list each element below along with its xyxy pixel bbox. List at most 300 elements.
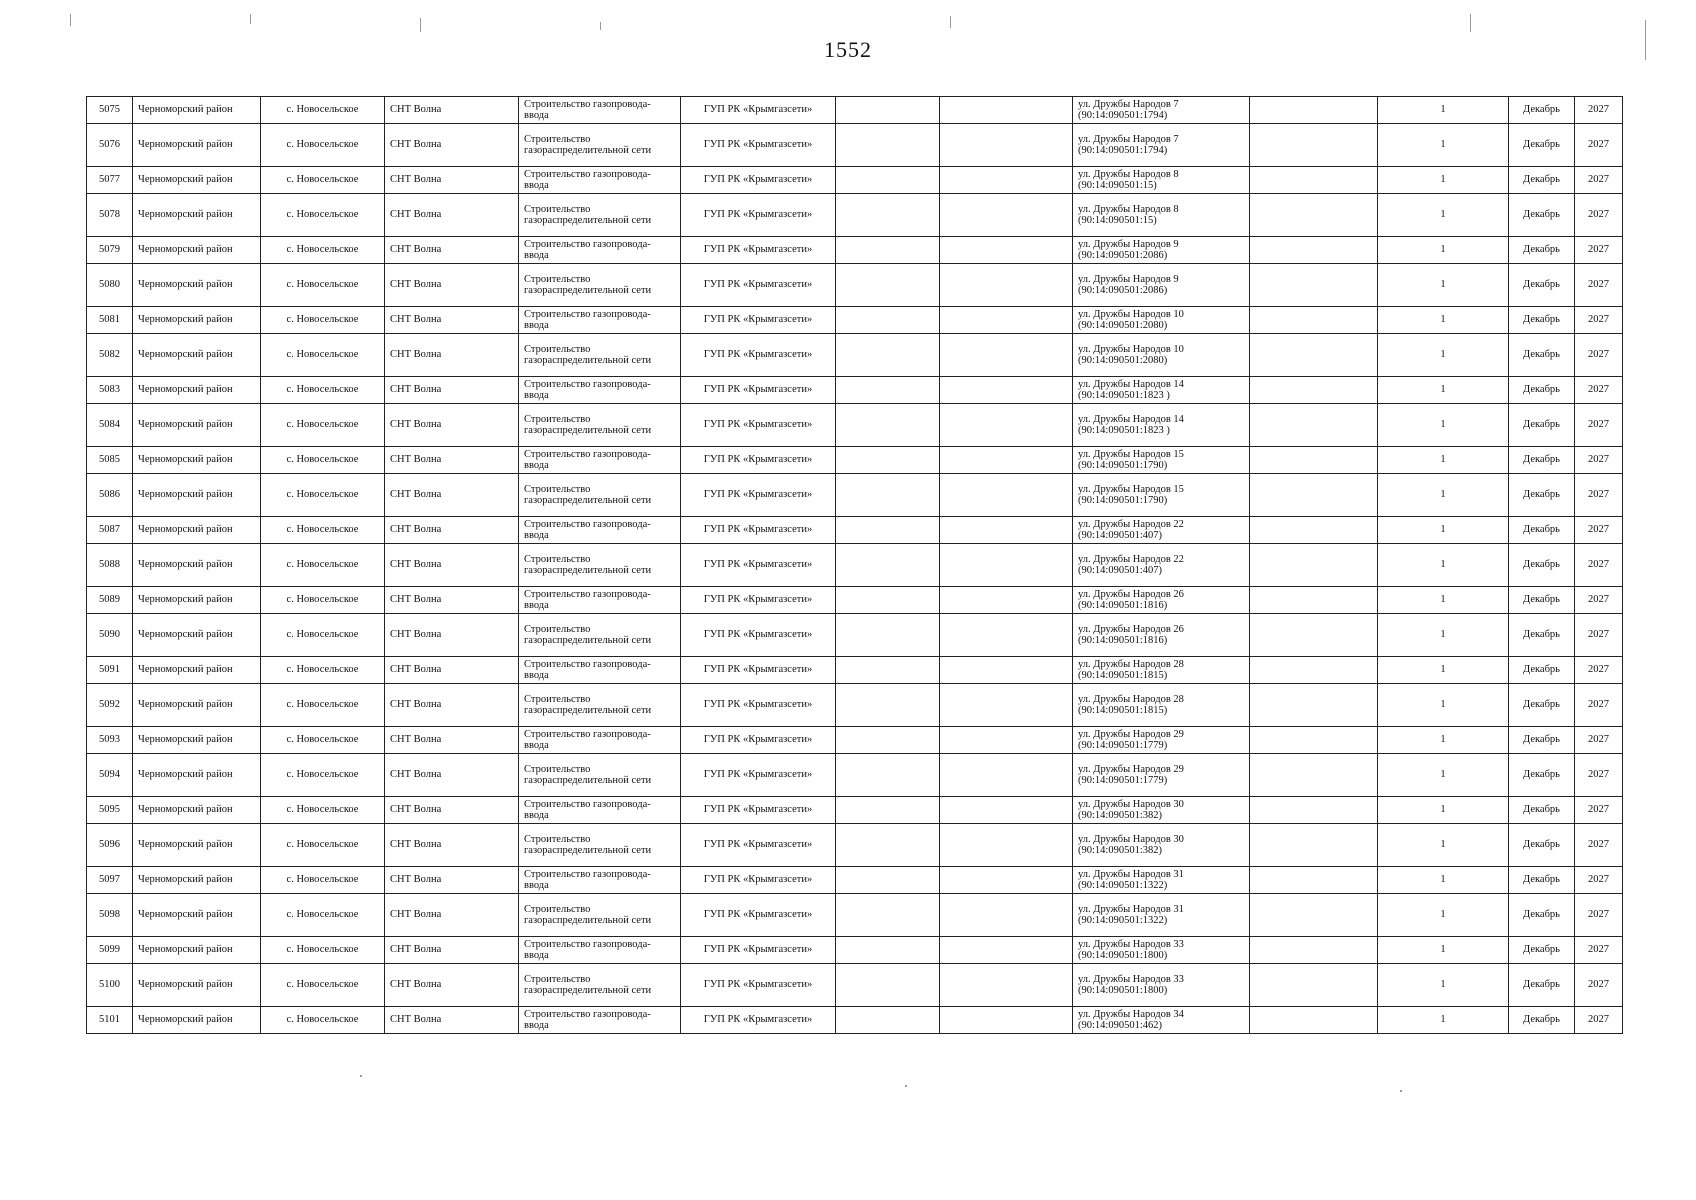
- cell-settlement: с. Новосельское: [261, 824, 385, 867]
- cell-work-type: Строительство газопровода-ввода: [519, 167, 681, 194]
- cell-organization: ГУП РК «Крымгазсети»: [681, 894, 836, 937]
- cell-empty: [836, 684, 940, 727]
- cell-number: 5084: [87, 404, 133, 447]
- cell-snt: СНТ Волна: [385, 894, 519, 937]
- cell-empty: [940, 797, 1073, 824]
- cell-empty: [940, 167, 1073, 194]
- cell-work-type: Строительство газопровода-ввода: [519, 517, 681, 544]
- cell-number: 5096: [87, 824, 133, 867]
- cell-empty: [1250, 894, 1378, 937]
- cell-district: Черноморский район: [133, 124, 261, 167]
- cell-organization: ГУП РК «Крымгазсети»: [681, 1007, 836, 1034]
- table-row: [87, 867, 1623, 894]
- cell-count: 1: [1378, 167, 1509, 194]
- cell-empty: [940, 264, 1073, 307]
- cell-organization: ГУП РК «Крымгазсети»: [681, 124, 836, 167]
- cell-empty: [940, 937, 1073, 964]
- cell-empty: [1250, 124, 1378, 167]
- cell-empty: [836, 167, 940, 194]
- cell-count: 1: [1378, 727, 1509, 754]
- cell-address: ул. Дружбы Народов 10 (90:14:090501:2080): [1073, 334, 1250, 377]
- cell-district: Черноморский район: [133, 404, 261, 447]
- cell-empty: [940, 587, 1073, 614]
- cell-number: 5086: [87, 474, 133, 517]
- cell-year: 2027: [1575, 334, 1623, 377]
- cell-year: 2027: [1575, 894, 1623, 937]
- cell-address: ул. Дружбы Народов 10 (90:14:090501:2080): [1073, 307, 1250, 334]
- cell-year: 2027: [1575, 377, 1623, 404]
- cell-month: Декабрь: [1509, 824, 1575, 867]
- cell-empty: [940, 657, 1073, 684]
- cell-year: 2027: [1575, 964, 1623, 1007]
- cell-number: 5099: [87, 937, 133, 964]
- cell-year: 2027: [1575, 474, 1623, 517]
- scan-mark: [600, 22, 601, 30]
- cell-organization: ГУП РК «Крымгазсети»: [681, 474, 836, 517]
- cell-empty: [836, 124, 940, 167]
- cell-empty: [1250, 614, 1378, 657]
- cell-work-type: Строительство газораспределительной сети: [519, 614, 681, 657]
- cell-work-type: Строительство газораспределительной сети: [519, 964, 681, 1007]
- cell-number: 5100: [87, 964, 133, 1007]
- cell-address: ул. Дружбы Народов 31 (90:14:090501:1322): [1073, 867, 1250, 894]
- cell-settlement: с. Новосельское: [261, 587, 385, 614]
- cell-number: 5101: [87, 1007, 133, 1034]
- cell-snt: СНТ Волна: [385, 377, 519, 404]
- table-row: [87, 447, 1623, 474]
- cell-count: 1: [1378, 377, 1509, 404]
- cell-number: 5090: [87, 614, 133, 657]
- cell-empty: [836, 517, 940, 544]
- table-row: [87, 964, 1623, 1007]
- cell-address: ул. Дружбы Народов 33 (90:14:090501:1800): [1073, 964, 1250, 1007]
- scan-mark: [950, 16, 951, 28]
- table-row: [87, 264, 1623, 307]
- cell-organization: ГУП РК «Крымгазсети»: [681, 517, 836, 544]
- cell-empty: [836, 97, 940, 124]
- cell-organization: ГУП РК «Крымгазсети»: [681, 167, 836, 194]
- cell-empty: [836, 727, 940, 754]
- cell-count: 1: [1378, 587, 1509, 614]
- cell-empty: [1250, 684, 1378, 727]
- cell-empty: [940, 614, 1073, 657]
- cell-work-type: Строительство газораспределительной сети: [519, 194, 681, 237]
- cell-empty: [1250, 587, 1378, 614]
- cell-organization: ГУП РК «Крымгазсети»: [681, 937, 836, 964]
- cell-month: Декабрь: [1509, 867, 1575, 894]
- cell-settlement: с. Новосельское: [261, 124, 385, 167]
- cell-settlement: с. Новосельское: [261, 754, 385, 797]
- cell-settlement: с. Новосельское: [261, 97, 385, 124]
- cell-snt: СНТ Волна: [385, 474, 519, 517]
- cell-settlement: с. Новосельское: [261, 307, 385, 334]
- table-row: [87, 824, 1623, 867]
- cell-empty: [836, 264, 940, 307]
- cell-district: Черноморский район: [133, 797, 261, 824]
- scan-mark: [360, 1075, 362, 1077]
- cell-address: ул. Дружбы Народов 9 (90:14:090501:2086): [1073, 237, 1250, 264]
- cell-work-type: Строительство газопровода-ввода: [519, 727, 681, 754]
- cell-count: 1: [1378, 194, 1509, 237]
- cell-address: ул. Дружбы Народов 30 (90:14:090501:382): [1073, 824, 1250, 867]
- table-row: [87, 307, 1623, 334]
- page-number: 1552: [824, 37, 872, 62]
- cell-month: Декабрь: [1509, 754, 1575, 797]
- cell-district: Черноморский район: [133, 727, 261, 754]
- cell-count: 1: [1378, 657, 1509, 684]
- scan-mark: [1470, 14, 1471, 32]
- cell-month: Декабрь: [1509, 447, 1575, 474]
- table-row: [87, 754, 1623, 797]
- table-row: [87, 124, 1623, 167]
- cell-month: Декабрь: [1509, 124, 1575, 167]
- cell-empty: [1250, 937, 1378, 964]
- cell-empty: [1250, 377, 1378, 404]
- cell-year: 2027: [1575, 404, 1623, 447]
- cell-empty: [940, 194, 1073, 237]
- cell-count: 1: [1378, 824, 1509, 867]
- cell-empty: [836, 894, 940, 937]
- cell-empty: [1250, 824, 1378, 867]
- cell-address: ул. Дружбы Народов 8 (90:14:090501:15): [1073, 167, 1250, 194]
- cell-year: 2027: [1575, 97, 1623, 124]
- cell-work-type: Строительство газораспределительной сети: [519, 124, 681, 167]
- cell-year: 2027: [1575, 754, 1623, 797]
- cell-snt: СНТ Волна: [385, 824, 519, 867]
- table-row: [87, 97, 1623, 124]
- cell-year: 2027: [1575, 167, 1623, 194]
- cell-work-type: Строительство газораспределительной сети: [519, 894, 681, 937]
- cell-empty: [1250, 334, 1378, 377]
- cell-snt: СНТ Волна: [385, 544, 519, 587]
- cell-count: 1: [1378, 937, 1509, 964]
- cell-settlement: с. Новосельское: [261, 237, 385, 264]
- cell-month: Декабрь: [1509, 937, 1575, 964]
- cell-number: 5093: [87, 727, 133, 754]
- cell-month: Декабрь: [1509, 194, 1575, 237]
- cell-settlement: с. Новосельское: [261, 797, 385, 824]
- cell-settlement: с. Новосельское: [261, 614, 385, 657]
- cell-empty: [836, 824, 940, 867]
- cell-year: 2027: [1575, 544, 1623, 587]
- cell-settlement: с. Новосельское: [261, 167, 385, 194]
- cell-organization: ГУП РК «Крымгазсети»: [681, 404, 836, 447]
- cell-address: ул. Дружбы Народов 34 (90:14:090501:462): [1073, 1007, 1250, 1034]
- cell-district: Черноморский район: [133, 474, 261, 517]
- cell-year: 2027: [1575, 517, 1623, 544]
- cell-snt: СНТ Волна: [385, 684, 519, 727]
- cell-count: 1: [1378, 124, 1509, 167]
- cell-settlement: с. Новосельское: [261, 474, 385, 517]
- cell-district: Черноморский район: [133, 937, 261, 964]
- cell-organization: ГУП РК «Крымгазсети»: [681, 307, 836, 334]
- cell-address: ул. Дружбы Народов 29 (90:14:090501:1779): [1073, 754, 1250, 797]
- table-row: [87, 894, 1623, 937]
- cell-work-type: Строительство газопровода-ввода: [519, 377, 681, 404]
- cell-snt: СНТ Волна: [385, 964, 519, 1007]
- cell-month: Декабрь: [1509, 727, 1575, 754]
- cell-work-type: Строительство газопровода-ввода: [519, 97, 681, 124]
- cell-address: ул. Дружбы Народов 22 (90:14:090501:407): [1073, 517, 1250, 544]
- cell-month: Декабрь: [1509, 237, 1575, 264]
- cell-number: 5092: [87, 684, 133, 727]
- cell-number: 5079: [87, 237, 133, 264]
- cell-empty: [940, 474, 1073, 517]
- table-row: [87, 727, 1623, 754]
- cell-empty: [1250, 307, 1378, 334]
- cell-snt: СНТ Волна: [385, 657, 519, 684]
- cell-empty: [940, 964, 1073, 1007]
- cell-empty: [1250, 867, 1378, 894]
- cell-empty: [836, 544, 940, 587]
- cell-snt: СНТ Волна: [385, 124, 519, 167]
- cell-month: Декабрь: [1509, 307, 1575, 334]
- cell-empty: [1250, 264, 1378, 307]
- cell-count: 1: [1378, 867, 1509, 894]
- cell-empty: [836, 867, 940, 894]
- cell-work-type: Строительство газопровода-ввода: [519, 237, 681, 264]
- cell-count: 1: [1378, 964, 1509, 1007]
- cell-settlement: с. Новосельское: [261, 727, 385, 754]
- cell-settlement: с. Новосельское: [261, 964, 385, 1007]
- cell-address: ул. Дружбы Народов 8 (90:14:090501:15): [1073, 194, 1250, 237]
- cell-count: 1: [1378, 447, 1509, 474]
- cell-year: 2027: [1575, 797, 1623, 824]
- cell-empty: [1250, 964, 1378, 1007]
- cell-district: Черноморский район: [133, 97, 261, 124]
- table-row: [87, 194, 1623, 237]
- cell-organization: ГУП РК «Крымгазсети»: [681, 587, 836, 614]
- cell-number: 5080: [87, 264, 133, 307]
- cell-empty: [836, 587, 940, 614]
- cell-work-type: Строительство газораспределительной сети: [519, 404, 681, 447]
- cell-year: 2027: [1575, 194, 1623, 237]
- cell-empty: [940, 754, 1073, 797]
- cell-empty: [940, 727, 1073, 754]
- cell-empty: [1250, 237, 1378, 264]
- cell-count: 1: [1378, 334, 1509, 377]
- cell-month: Декабрь: [1509, 1007, 1575, 1034]
- cell-organization: ГУП РК «Крымгазсети»: [681, 237, 836, 264]
- cell-month: Декабрь: [1509, 404, 1575, 447]
- scan-mark: [905, 1085, 907, 1087]
- cell-address: ул. Дружбы Народов 28 (90:14:090501:1815): [1073, 684, 1250, 727]
- cell-address: ул. Дружбы Народов 33 (90:14:090501:1800): [1073, 937, 1250, 964]
- cell-year: 2027: [1575, 307, 1623, 334]
- cell-settlement: с. Новосельское: [261, 517, 385, 544]
- cell-snt: СНТ Волна: [385, 404, 519, 447]
- cell-year: 2027: [1575, 727, 1623, 754]
- cell-count: 1: [1378, 517, 1509, 544]
- cell-address: ул. Дружбы Народов 29 (90:14:090501:1779): [1073, 727, 1250, 754]
- scan-mark: [1400, 1090, 1402, 1092]
- cell-work-type: Строительство газораспределительной сети: [519, 824, 681, 867]
- cell-number: 5085: [87, 447, 133, 474]
- cell-district: Черноморский район: [133, 237, 261, 264]
- scan-mark: [420, 18, 421, 32]
- table-row: [87, 797, 1623, 824]
- cell-district: Черноморский район: [133, 684, 261, 727]
- cell-work-type: Строительство газораспределительной сети: [519, 474, 681, 517]
- cell-number: 5075: [87, 97, 133, 124]
- cell-settlement: с. Новосельское: [261, 264, 385, 307]
- cell-address: ул. Дружбы Народов 28 (90:14:090501:1815): [1073, 657, 1250, 684]
- cell-empty: [1250, 97, 1378, 124]
- cell-snt: СНТ Волна: [385, 517, 519, 544]
- cell-count: 1: [1378, 307, 1509, 334]
- cell-empty: [940, 307, 1073, 334]
- cell-organization: ГУП РК «Крымгазсети»: [681, 377, 836, 404]
- cell-year: 2027: [1575, 684, 1623, 727]
- cell-empty: [836, 334, 940, 377]
- cell-address: ул. Дружбы Народов 14 (90:14:090501:1823 ): [1073, 404, 1250, 447]
- cell-month: Декабрь: [1509, 894, 1575, 937]
- cell-empty: [940, 544, 1073, 587]
- cell-number: 5076: [87, 124, 133, 167]
- cell-snt: СНТ Волна: [385, 754, 519, 797]
- cell-address: ул. Дружбы Народов 9 (90:14:090501:2086): [1073, 264, 1250, 307]
- cell-district: Черноморский район: [133, 447, 261, 474]
- cell-count: 1: [1378, 474, 1509, 517]
- cell-month: Декабрь: [1509, 544, 1575, 587]
- cell-organization: ГУП РК «Крымгазсети»: [681, 334, 836, 377]
- cell-empty: [836, 754, 940, 797]
- cell-month: Декабрь: [1509, 684, 1575, 727]
- cell-snt: СНТ Волна: [385, 264, 519, 307]
- cell-month: Декабрь: [1509, 474, 1575, 517]
- scan-mark: [1645, 20, 1646, 60]
- register-table: [86, 96, 1623, 1034]
- cell-organization: ГУП РК «Крымгазсети»: [681, 447, 836, 474]
- cell-count: 1: [1378, 237, 1509, 264]
- cell-number: 5078: [87, 194, 133, 237]
- cell-district: Черноморский район: [133, 894, 261, 937]
- cell-year: 2027: [1575, 657, 1623, 684]
- cell-count: 1: [1378, 894, 1509, 937]
- cell-snt: СНТ Волна: [385, 797, 519, 824]
- cell-empty: [940, 97, 1073, 124]
- cell-empty: [940, 237, 1073, 264]
- cell-address: ул. Дружбы Народов 22 (90:14:090501:407): [1073, 544, 1250, 587]
- cell-year: 2027: [1575, 264, 1623, 307]
- cell-empty: [836, 797, 940, 824]
- cell-month: Декабрь: [1509, 517, 1575, 544]
- cell-district: Черноморский район: [133, 867, 261, 894]
- cell-empty: [1250, 727, 1378, 754]
- cell-count: 1: [1378, 404, 1509, 447]
- cell-snt: СНТ Волна: [385, 334, 519, 377]
- cell-snt: СНТ Волна: [385, 727, 519, 754]
- cell-number: 5083: [87, 377, 133, 404]
- cell-month: Декабрь: [1509, 97, 1575, 124]
- cell-snt: СНТ Волна: [385, 237, 519, 264]
- table-row: [87, 1007, 1623, 1034]
- cell-empty: [836, 237, 940, 264]
- cell-district: Черноморский район: [133, 167, 261, 194]
- cell-district: Черноморский район: [133, 194, 261, 237]
- cell-work-type: Строительство газопровода-ввода: [519, 657, 681, 684]
- cell-month: Декабрь: [1509, 964, 1575, 1007]
- cell-work-type: Строительство газопровода-ввода: [519, 587, 681, 614]
- cell-address: ул. Дружбы Народов 30 (90:14:090501:382): [1073, 797, 1250, 824]
- cell-district: Черноморский район: [133, 824, 261, 867]
- cell-year: 2027: [1575, 237, 1623, 264]
- scan-mark: [250, 14, 251, 24]
- table-row: [87, 334, 1623, 377]
- cell-district: Черноморский район: [133, 754, 261, 797]
- cell-number: 5095: [87, 797, 133, 824]
- cell-organization: ГУП РК «Крымгазсети»: [681, 264, 836, 307]
- cell-snt: СНТ Волна: [385, 447, 519, 474]
- cell-snt: СНТ Волна: [385, 587, 519, 614]
- cell-count: 1: [1378, 544, 1509, 587]
- cell-empty: [1250, 447, 1378, 474]
- cell-count: 1: [1378, 754, 1509, 797]
- cell-year: 2027: [1575, 447, 1623, 474]
- cell-number: 5098: [87, 894, 133, 937]
- cell-address: ул. Дружбы Народов 7 (90:14:090501:1794): [1073, 124, 1250, 167]
- cell-empty: [836, 937, 940, 964]
- cell-empty: [940, 867, 1073, 894]
- table-row: [87, 237, 1623, 264]
- cell-empty: [940, 1007, 1073, 1034]
- cell-empty: [940, 684, 1073, 727]
- cell-empty: [940, 404, 1073, 447]
- cell-year: 2027: [1575, 124, 1623, 167]
- cell-address: ул. Дружбы Народов 26 (90:14:090501:1816): [1073, 587, 1250, 614]
- cell-work-type: Строительство газопровода-ввода: [519, 797, 681, 824]
- cell-empty: [1250, 1007, 1378, 1034]
- cell-settlement: с. Новосельское: [261, 894, 385, 937]
- cell-address: ул. Дружбы Народов 31 (90:14:090501:1322): [1073, 894, 1250, 937]
- cell-address: ул. Дружбы Народов 14 (90:14:090501:1823 ): [1073, 377, 1250, 404]
- table-row: [87, 474, 1623, 517]
- cell-work-type: Строительство газопровода-ввода: [519, 447, 681, 474]
- cell-address: ул. Дружбы Народов 7 (90:14:090501:1794): [1073, 97, 1250, 124]
- cell-year: 2027: [1575, 1007, 1623, 1034]
- cell-settlement: с. Новосельское: [261, 544, 385, 587]
- cell-empty: [836, 404, 940, 447]
- cell-snt: СНТ Волна: [385, 614, 519, 657]
- cell-empty: [940, 824, 1073, 867]
- cell-empty: [836, 614, 940, 657]
- scan-mark: [70, 14, 71, 26]
- cell-work-type: Строительство газораспределительной сети: [519, 264, 681, 307]
- cell-number: 5094: [87, 754, 133, 797]
- cell-month: Декабрь: [1509, 587, 1575, 614]
- cell-snt: СНТ Волна: [385, 167, 519, 194]
- table-row: [87, 587, 1623, 614]
- cell-year: 2027: [1575, 614, 1623, 657]
- cell-district: Черноморский район: [133, 964, 261, 1007]
- cell-snt: СНТ Волна: [385, 1007, 519, 1034]
- cell-count: 1: [1378, 264, 1509, 307]
- table-row: [87, 404, 1623, 447]
- cell-settlement: с. Новосельское: [261, 937, 385, 964]
- cell-settlement: с. Новосельское: [261, 404, 385, 447]
- cell-number: 5082: [87, 334, 133, 377]
- cell-snt: СНТ Волна: [385, 937, 519, 964]
- cell-month: Декабрь: [1509, 334, 1575, 377]
- cell-work-type: Строительство газопровода-ввода: [519, 867, 681, 894]
- cell-empty: [836, 194, 940, 237]
- cell-organization: ГУП РК «Крымгазсети»: [681, 544, 836, 587]
- table-row: [87, 377, 1623, 404]
- cell-empty: [836, 1007, 940, 1034]
- cell-district: Черноморский район: [133, 517, 261, 544]
- table-row: [87, 517, 1623, 544]
- cell-district: Черноморский район: [133, 334, 261, 377]
